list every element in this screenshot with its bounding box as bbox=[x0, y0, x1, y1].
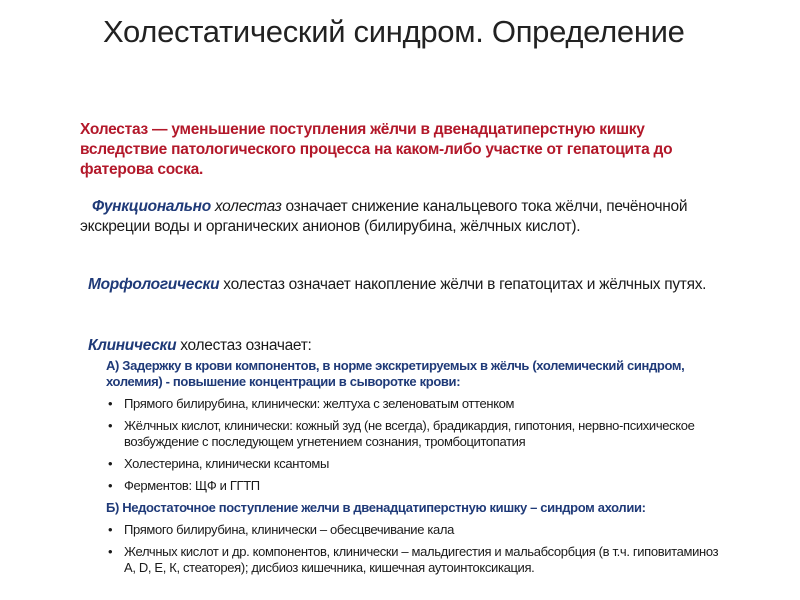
list-item bbox=[106, 396, 726, 412]
clinical-lead: Клинически bbox=[88, 337, 177, 354]
bullet-icon: • bbox=[108, 418, 113, 433]
list-item-text: Холестерина, клинически ксантомы bbox=[124, 456, 329, 471]
section-b-list bbox=[106, 522, 726, 576]
functional-text: означает снижение канальцевого тока жёлчи, печёночной экскреции воды и органических анионов (билирубина, жёлчных кислот). bbox=[80, 198, 688, 235]
clinical-details bbox=[106, 358, 726, 582]
definition-paragraph: Холестаз — уменьшение поступления жёлчи в двенадцатиперстную кишку вследствие патологического процесса на каком-либо участке от гепатоцита до фатерова соска. bbox=[80, 121, 673, 178]
list-item-text: Прямого билирубина, клинически – обесцвечивание кала bbox=[124, 522, 454, 537]
list-item-text: Жёлчных кислот, клинически: кожный зуд (не всегда), брадикардия, гипотония, нервно-психическое возбуждение с последующем угнетением сознания, тромбоцитопатия bbox=[124, 418, 695, 449]
functional-term: холестаз bbox=[210, 198, 282, 215]
clinical-text: холестаз означает: bbox=[176, 337, 312, 354]
list-item bbox=[106, 544, 726, 576]
functional-paragraph bbox=[80, 197, 740, 237]
bullet-icon: • bbox=[108, 544, 113, 559]
list-item bbox=[106, 478, 726, 494]
section-b-heading: Б) Недостаточное поступление желчи в двенадцатиперстную кишку – синдром ахолии: bbox=[106, 500, 646, 515]
bullet-icon: • bbox=[108, 478, 113, 493]
bullet-icon: • bbox=[108, 396, 113, 411]
morphological-text: холестаз означает накопление жёлчи в гепатоцитах и жёлчных путях. bbox=[219, 276, 707, 293]
morphological-lead: Морфологически bbox=[88, 276, 220, 293]
clinical-paragraph bbox=[88, 336, 748, 356]
bullet-icon: • bbox=[108, 456, 113, 471]
functional-lead: Функционально bbox=[92, 198, 211, 215]
section-a-heading: А) Задержку в крови компонентов, в норме экскретируемых в жёлчь (холемический синдром, холемия) - повышение концентрации в сыворотке крови: bbox=[106, 358, 685, 389]
bullet-icon: • bbox=[108, 522, 113, 537]
morphological-paragraph bbox=[88, 275, 748, 295]
list-item bbox=[106, 418, 726, 450]
list-item-text: Ферментов: ЩФ и ГГТП bbox=[124, 478, 260, 493]
list-item-text: Желчных кислот и др. компонентов, клинически – мальдигестия и мальабсорбция (в т.ч. гиповитаминоз А, D, Е, К, стеаторея); дисбиоз кишечника, кишечная аутоинтоксикация. bbox=[124, 544, 719, 575]
page-title: Холестатический синдром. Определение bbox=[103, 14, 685, 49]
list-item-text: Прямого билирубина, клинически: желтуха с зеленоватым оттенком bbox=[124, 396, 515, 411]
list-item bbox=[106, 456, 726, 472]
section-a-list bbox=[106, 396, 726, 494]
list-item bbox=[106, 522, 726, 538]
